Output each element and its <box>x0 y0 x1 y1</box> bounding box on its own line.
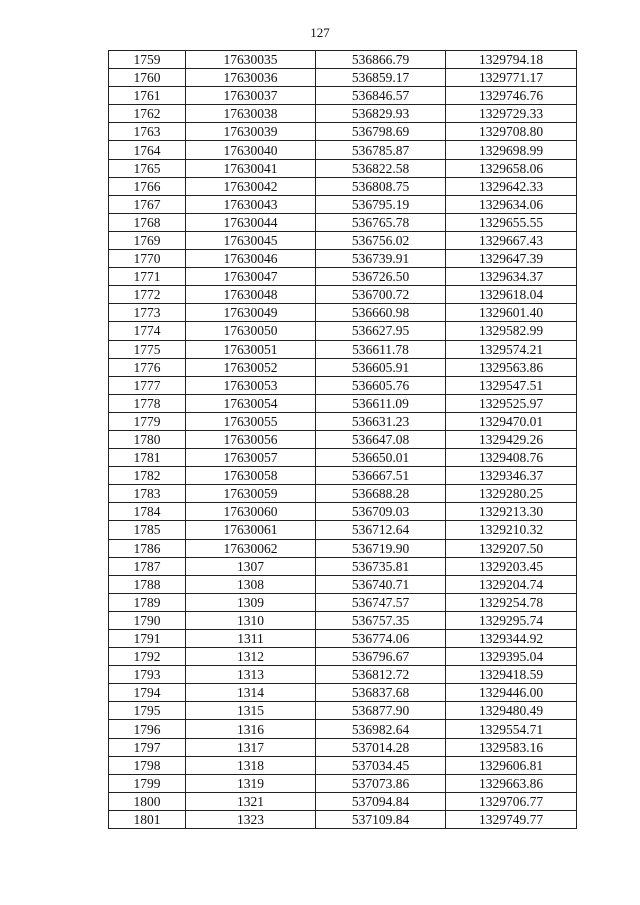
point-id-cell: 17630051 <box>186 340 316 358</box>
table-row <box>109 69 577 87</box>
point-index-cell: 1800 <box>109 792 186 810</box>
point-id-cell: 17630054 <box>186 394 316 412</box>
x-coordinate-cell: 537014.28 <box>316 738 446 756</box>
y-coordinate-cell: 1329746.76 <box>446 87 577 105</box>
point-id-cell: 17630045 <box>186 231 316 249</box>
y-coordinate-cell: 1329794.18 <box>446 51 577 69</box>
table-row <box>109 684 577 702</box>
point-index-cell: 1782 <box>109 467 186 485</box>
table-row <box>109 593 577 611</box>
point-id-cell: 17630047 <box>186 268 316 286</box>
point-id-cell: 17630055 <box>186 412 316 430</box>
point-index-cell: 1772 <box>109 286 186 304</box>
point-id-cell: 17630049 <box>186 304 316 322</box>
x-coordinate-cell: 536740.71 <box>316 575 446 593</box>
x-coordinate-cell: 536796.67 <box>316 648 446 666</box>
x-coordinate-cell: 536611.78 <box>316 340 446 358</box>
x-coordinate-cell: 536650.01 <box>316 449 446 467</box>
point-id-cell: 17630042 <box>186 177 316 195</box>
table-row <box>109 611 577 629</box>
point-index-cell: 1794 <box>109 684 186 702</box>
table-row <box>109 467 577 485</box>
point-id-cell: 17630060 <box>186 503 316 521</box>
y-coordinate-cell: 1329418.59 <box>446 666 577 684</box>
point-id-cell: 1310 <box>186 611 316 629</box>
y-coordinate-cell: 1329667.43 <box>446 231 577 249</box>
x-coordinate-cell: 536765.78 <box>316 213 446 231</box>
point-id-cell: 17630050 <box>186 322 316 340</box>
y-coordinate-cell: 1329203.45 <box>446 557 577 575</box>
table-row <box>109 376 577 394</box>
point-index-cell: 1761 <box>109 87 186 105</box>
x-coordinate-cell: 536605.91 <box>316 358 446 376</box>
x-coordinate-cell: 536719.90 <box>316 539 446 557</box>
point-id-cell: 17630052 <box>186 358 316 376</box>
point-index-cell: 1776 <box>109 358 186 376</box>
x-coordinate-cell: 536709.03 <box>316 503 446 521</box>
point-index-cell: 1770 <box>109 250 186 268</box>
point-id-cell: 1317 <box>186 738 316 756</box>
point-id-cell: 17630041 <box>186 159 316 177</box>
y-coordinate-cell: 1329446.00 <box>446 684 577 702</box>
table-row <box>109 539 577 557</box>
table-row <box>109 756 577 774</box>
table-row <box>109 720 577 738</box>
point-index-cell: 1771 <box>109 268 186 286</box>
x-coordinate-cell: 536757.35 <box>316 611 446 629</box>
x-coordinate-cell: 536859.17 <box>316 69 446 87</box>
point-index-cell: 1781 <box>109 449 186 467</box>
y-coordinate-cell: 1329408.76 <box>446 449 577 467</box>
table-row <box>109 159 577 177</box>
x-coordinate-cell: 536982.64 <box>316 720 446 738</box>
table-row <box>109 630 577 648</box>
table-row <box>109 557 577 575</box>
x-coordinate-cell: 537109.84 <box>316 810 446 828</box>
point-id-cell: 17630056 <box>186 430 316 448</box>
y-coordinate-cell: 1329280.25 <box>446 485 577 503</box>
y-coordinate-cell: 1329634.37 <box>446 268 577 286</box>
y-coordinate-cell: 1329663.86 <box>446 774 577 792</box>
point-index-cell: 1773 <box>109 304 186 322</box>
x-coordinate-cell: 536667.51 <box>316 467 446 485</box>
point-id-cell: 17630048 <box>186 286 316 304</box>
y-coordinate-cell: 1329706.77 <box>446 792 577 810</box>
table-row <box>109 521 577 539</box>
point-index-cell: 1777 <box>109 376 186 394</box>
y-coordinate-cell: 1329708.80 <box>446 123 577 141</box>
point-id-cell: 17630059 <box>186 485 316 503</box>
y-coordinate-cell: 1329582.99 <box>446 322 577 340</box>
y-coordinate-cell: 1329749.77 <box>446 810 577 828</box>
point-index-cell: 1796 <box>109 720 186 738</box>
table-row <box>109 358 577 376</box>
point-index-cell: 1792 <box>109 648 186 666</box>
point-index-cell: 1775 <box>109 340 186 358</box>
point-id-cell: 1318 <box>186 756 316 774</box>
point-index-cell: 1759 <box>109 51 186 69</box>
point-index-cell: 1790 <box>109 611 186 629</box>
y-coordinate-cell: 1329525.97 <box>446 394 577 412</box>
point-index-cell: 1760 <box>109 69 186 87</box>
point-id-cell: 17630058 <box>186 467 316 485</box>
table-row <box>109 123 577 141</box>
table-row <box>109 322 577 340</box>
point-id-cell: 1321 <box>186 792 316 810</box>
y-coordinate-cell: 1329606.81 <box>446 756 577 774</box>
point-id-cell: 17630038 <box>186 105 316 123</box>
y-coordinate-cell: 1329470.01 <box>446 412 577 430</box>
table-row <box>109 394 577 412</box>
table-row <box>109 141 577 159</box>
y-coordinate-cell: 1329429.26 <box>446 430 577 448</box>
y-coordinate-cell: 1329204.74 <box>446 575 577 593</box>
point-index-cell: 1799 <box>109 774 186 792</box>
x-coordinate-cell: 536660.98 <box>316 304 446 322</box>
point-id-cell: 1323 <box>186 810 316 828</box>
x-coordinate-cell: 536795.19 <box>316 195 446 213</box>
table-row <box>109 774 577 792</box>
x-coordinate-cell: 536700.72 <box>316 286 446 304</box>
x-coordinate-cell: 536822.58 <box>316 159 446 177</box>
table-row <box>109 648 577 666</box>
table-row <box>109 87 577 105</box>
x-coordinate-cell: 536785.87 <box>316 141 446 159</box>
table-row <box>109 105 577 123</box>
point-id-cell: 17630046 <box>186 250 316 268</box>
point-index-cell: 1791 <box>109 630 186 648</box>
point-index-cell: 1779 <box>109 412 186 430</box>
point-index-cell: 1778 <box>109 394 186 412</box>
point-id-cell: 1308 <box>186 575 316 593</box>
coordinates-table <box>108 50 577 829</box>
page-number: 127 <box>310 25 330 40</box>
y-coordinate-cell: 1329295.74 <box>446 611 577 629</box>
x-coordinate-cell: 536756.02 <box>316 231 446 249</box>
y-coordinate-cell: 1329395.04 <box>446 648 577 666</box>
y-coordinate-cell: 1329480.49 <box>446 702 577 720</box>
point-id-cell: 1316 <box>186 720 316 738</box>
point-id-cell: 17630053 <box>186 376 316 394</box>
table-row <box>109 702 577 720</box>
y-coordinate-cell: 1329618.04 <box>446 286 577 304</box>
x-coordinate-cell: 536611.09 <box>316 394 446 412</box>
point-id-cell: 17630043 <box>186 195 316 213</box>
point-index-cell: 1774 <box>109 322 186 340</box>
point-index-cell: 1767 <box>109 195 186 213</box>
point-id-cell: 1312 <box>186 648 316 666</box>
point-id-cell: 1319 <box>186 774 316 792</box>
x-coordinate-cell: 537034.45 <box>316 756 446 774</box>
y-coordinate-cell: 1329574.21 <box>446 340 577 358</box>
point-id-cell: 17630044 <box>186 213 316 231</box>
x-coordinate-cell: 536877.90 <box>316 702 446 720</box>
table-row <box>109 195 577 213</box>
x-coordinate-cell: 536774.06 <box>316 630 446 648</box>
point-index-cell: 1785 <box>109 521 186 539</box>
table-row <box>109 792 577 810</box>
point-id-cell: 17630062 <box>186 539 316 557</box>
x-coordinate-cell: 536605.76 <box>316 376 446 394</box>
y-coordinate-cell: 1329554.71 <box>446 720 577 738</box>
point-index-cell: 1780 <box>109 430 186 448</box>
x-coordinate-cell: 536808.75 <box>316 177 446 195</box>
y-coordinate-cell: 1329698.99 <box>446 141 577 159</box>
table-row <box>109 485 577 503</box>
x-coordinate-cell: 536735.81 <box>316 557 446 575</box>
point-id-cell: 1314 <box>186 684 316 702</box>
table-row <box>109 177 577 195</box>
x-coordinate-cell: 536647.08 <box>316 430 446 448</box>
x-coordinate-cell: 536627.95 <box>316 322 446 340</box>
point-id-cell: 17630037 <box>186 87 316 105</box>
x-coordinate-cell: 536631.23 <box>316 412 446 430</box>
point-index-cell: 1764 <box>109 141 186 159</box>
x-coordinate-cell: 536726.50 <box>316 268 446 286</box>
y-coordinate-cell: 1329583.16 <box>446 738 577 756</box>
y-coordinate-cell: 1329547.51 <box>446 376 577 394</box>
x-coordinate-cell: 536712.64 <box>316 521 446 539</box>
point-id-cell: 17630039 <box>186 123 316 141</box>
point-index-cell: 1766 <box>109 177 186 195</box>
y-coordinate-cell: 1329647.39 <box>446 250 577 268</box>
y-coordinate-cell: 1329642.33 <box>446 177 577 195</box>
point-index-cell: 1798 <box>109 756 186 774</box>
point-index-cell: 1769 <box>109 231 186 249</box>
y-coordinate-cell: 1329655.55 <box>446 213 577 231</box>
point-id-cell: 1311 <box>186 630 316 648</box>
table-row <box>109 430 577 448</box>
y-coordinate-cell: 1329634.06 <box>446 195 577 213</box>
table-row <box>109 810 577 828</box>
y-coordinate-cell: 1329346.37 <box>446 467 577 485</box>
point-id-cell: 17630057 <box>186 449 316 467</box>
point-id-cell: 1315 <box>186 702 316 720</box>
y-coordinate-cell: 1329658.06 <box>446 159 577 177</box>
x-coordinate-cell: 537073.86 <box>316 774 446 792</box>
point-index-cell: 1789 <box>109 593 186 611</box>
point-index-cell: 1786 <box>109 539 186 557</box>
point-id-cell: 1313 <box>186 666 316 684</box>
table-row <box>109 213 577 231</box>
point-index-cell: 1762 <box>109 105 186 123</box>
table-row <box>109 304 577 322</box>
point-index-cell: 1763 <box>109 123 186 141</box>
x-coordinate-cell: 536739.91 <box>316 250 446 268</box>
point-index-cell: 1793 <box>109 666 186 684</box>
point-index-cell: 1768 <box>109 213 186 231</box>
point-id-cell: 17630061 <box>186 521 316 539</box>
table-row <box>109 412 577 430</box>
x-coordinate-cell: 536866.79 <box>316 51 446 69</box>
table-row <box>109 666 577 684</box>
table-row <box>109 231 577 249</box>
x-coordinate-cell: 536837.68 <box>316 684 446 702</box>
x-coordinate-cell: 536798.69 <box>316 123 446 141</box>
point-id-cell: 17630036 <box>186 69 316 87</box>
point-id-cell: 17630040 <box>186 141 316 159</box>
y-coordinate-cell: 1329601.40 <box>446 304 577 322</box>
table-body <box>109 51 577 829</box>
point-index-cell: 1788 <box>109 575 186 593</box>
point-index-cell: 1787 <box>109 557 186 575</box>
point-index-cell: 1801 <box>109 810 186 828</box>
point-id-cell: 17630035 <box>186 51 316 69</box>
x-coordinate-cell: 536747.57 <box>316 593 446 611</box>
x-coordinate-cell: 536829.93 <box>316 105 446 123</box>
table-row <box>109 286 577 304</box>
point-id-cell: 1309 <box>186 593 316 611</box>
y-coordinate-cell: 1329213.30 <box>446 503 577 521</box>
y-coordinate-cell: 1329210.32 <box>446 521 577 539</box>
y-coordinate-cell: 1329207.50 <box>446 539 577 557</box>
y-coordinate-cell: 1329771.17 <box>446 69 577 87</box>
point-id-cell: 1307 <box>186 557 316 575</box>
y-coordinate-cell: 1329344.92 <box>446 630 577 648</box>
x-coordinate-cell: 536846.57 <box>316 87 446 105</box>
x-coordinate-cell: 536688.28 <box>316 485 446 503</box>
point-index-cell: 1784 <box>109 503 186 521</box>
point-index-cell: 1797 <box>109 738 186 756</box>
y-coordinate-cell: 1329563.86 <box>446 358 577 376</box>
table-row <box>109 449 577 467</box>
y-coordinate-cell: 1329729.33 <box>446 105 577 123</box>
table-row <box>109 268 577 286</box>
table-row <box>109 738 577 756</box>
point-index-cell: 1795 <box>109 702 186 720</box>
x-coordinate-cell: 536812.72 <box>316 666 446 684</box>
x-coordinate-cell: 537094.84 <box>316 792 446 810</box>
table-row <box>109 250 577 268</box>
table-row <box>109 51 577 69</box>
point-index-cell: 1765 <box>109 159 186 177</box>
table-row <box>109 340 577 358</box>
y-coordinate-cell: 1329254.78 <box>446 593 577 611</box>
table-row <box>109 503 577 521</box>
point-index-cell: 1783 <box>109 485 186 503</box>
table-row <box>109 575 577 593</box>
